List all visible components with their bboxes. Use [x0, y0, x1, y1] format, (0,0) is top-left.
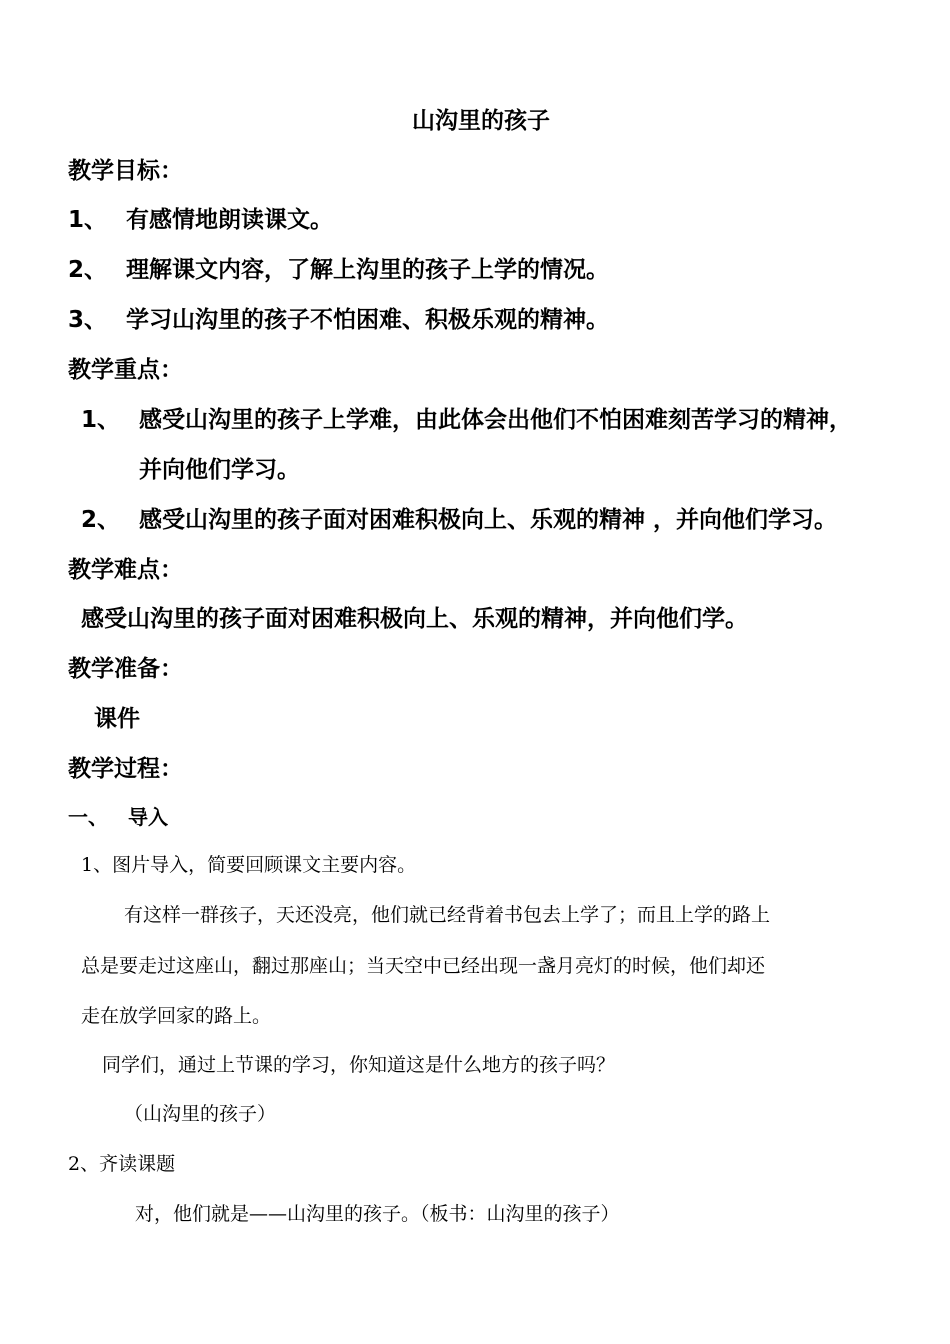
step-1-text: 1、图片导入，简要回顾课文主要内容。 — [81, 854, 417, 876]
key-point-item-2 — [81, 509, 837, 532]
answer-text: （山沟里的孩子） — [124, 1103, 277, 1125]
key-points-heading: 教学重点： — [68, 357, 183, 383]
key-point-item-1-continuation: 并向他们学习。 — [139, 457, 300, 483]
goal-item-3-number: 3、 — [68, 307, 108, 333]
goal-item-2-text: 理解课文内容，了解上沟里的孩子上学的情况。 — [126, 257, 609, 283]
goal-item-1-number: 1、 — [68, 207, 108, 233]
preparation-heading: 教学准备： — [68, 656, 183, 682]
key-point-item-2-text: 感受山沟里的孩子面对困难积极向上、乐观的精神 ，并向他们学习。 — [139, 507, 838, 533]
key-point-item-2-number: 2、 — [81, 507, 121, 533]
goal-item-2 — [68, 259, 609, 282]
passage-line-3: 走在放学回家的路上。 — [81, 1005, 272, 1027]
goal-item-3-text: 学习山沟里的孩子不怕困难、积极乐观的精神。 — [126, 307, 609, 333]
passage-line-2: 总是要走过这座山，翻过那座山；当天空中已经出现一盏月亮灯的时候，他们却还 — [81, 955, 766, 977]
difficulties-text: 感受山沟里的孩子面对困难积极向上、乐观的精神，并向他们学。 — [81, 606, 748, 632]
question-text: 同学们，通过上节课的学习，你知道这是什么地方的孩子吗？ — [102, 1054, 616, 1076]
section-1-heading — [68, 807, 168, 827]
passage-line-1: 有这样一群孩子，天还没亮，他们就已经背着书包去上学了；而且上学的路上 — [124, 904, 771, 926]
board-text: 对，他们就是——山沟里的孩子。（板书：山沟里的孩子） — [135, 1203, 620, 1225]
difficulties-heading: 教学难点： — [68, 557, 183, 583]
document-title: 山沟里的孩子 — [412, 108, 550, 134]
goal-item-1-text: 有感情地朗读课文。 — [126, 207, 333, 233]
step-2-text: 2、齐读课题 — [68, 1153, 176, 1175]
goal-item-2-number: 2、 — [68, 257, 108, 283]
goals-heading: 教学目标： — [68, 158, 183, 184]
section-1-number: 一、 — [68, 805, 108, 829]
key-point-item-1-text: 感受山沟里的孩子上学难，由此体会出他们不怕困难刻苦学习的精神， — [139, 407, 852, 433]
key-point-item-1 — [81, 409, 852, 432]
section-1-title: 导入 — [128, 805, 168, 829]
key-point-item-1-number: 1、 — [81, 407, 121, 433]
process-heading: 教学过程： — [68, 756, 183, 782]
preparation-text: 课件 — [94, 706, 140, 732]
goal-item-1 — [68, 209, 333, 232]
goal-item-3 — [68, 309, 609, 332]
